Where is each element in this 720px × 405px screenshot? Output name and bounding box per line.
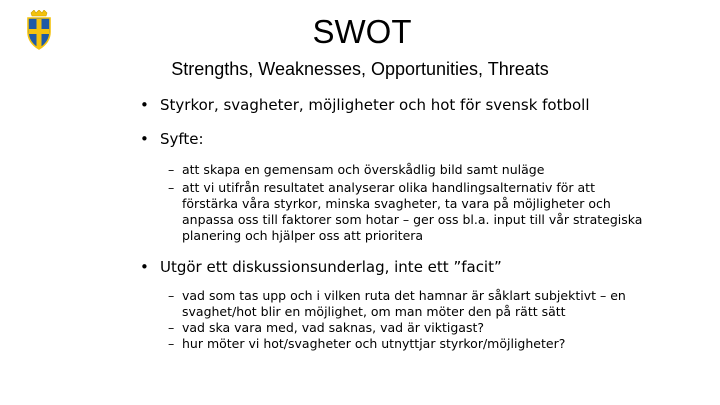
slide-body	[140, 96, 700, 352]
discussion-sublist	[168, 288, 700, 352]
slide-subtitle: Strengths, Weaknesses, Opportunities, Threats	[171, 59, 549, 79]
discussion-item-how-to-meet: – hur möter vi hot/svagheter och utnyttjar styrkor/möjligheter?	[168, 336, 652, 352]
bullet-swot-scope: • Styrkor, svagheter, möjligheter och hot för svensk fotboll	[140, 96, 700, 115]
discussion-item-subjective: – vad som tas upp och i vilken ruta det hamnar är såklart subjektivt – en svaghet/hot blir en möjlighet, om man möter den på rätt sätt	[168, 288, 652, 320]
bullet-discussion-basis: • Utgör ett diskussionsunderlag, inte ett ”facit”	[140, 258, 700, 277]
purpose-item-common-picture: – att skapa en gemensam och överskådlig bild samt nuläge	[168, 162, 652, 178]
purpose-item-analysis: – att vi utifrån resultatet analyserar olika handlingsalternativ för att förstärka våra styrkor, minska svagheter, ta vara på möjligheter och anpassa oss till faktorer som hotar – ger oss bl.a. input till vår strategiska planering och hjälper oss att prioritera	[168, 180, 652, 244]
discussion-item-what-to-include: – vad ska vara med, vad saknas, vad är viktigast?	[168, 320, 652, 336]
bullet-purpose: • Syfte:	[140, 130, 700, 149]
slide-title: SWOT	[312, 13, 412, 50]
purpose-sublist	[168, 162, 700, 244]
